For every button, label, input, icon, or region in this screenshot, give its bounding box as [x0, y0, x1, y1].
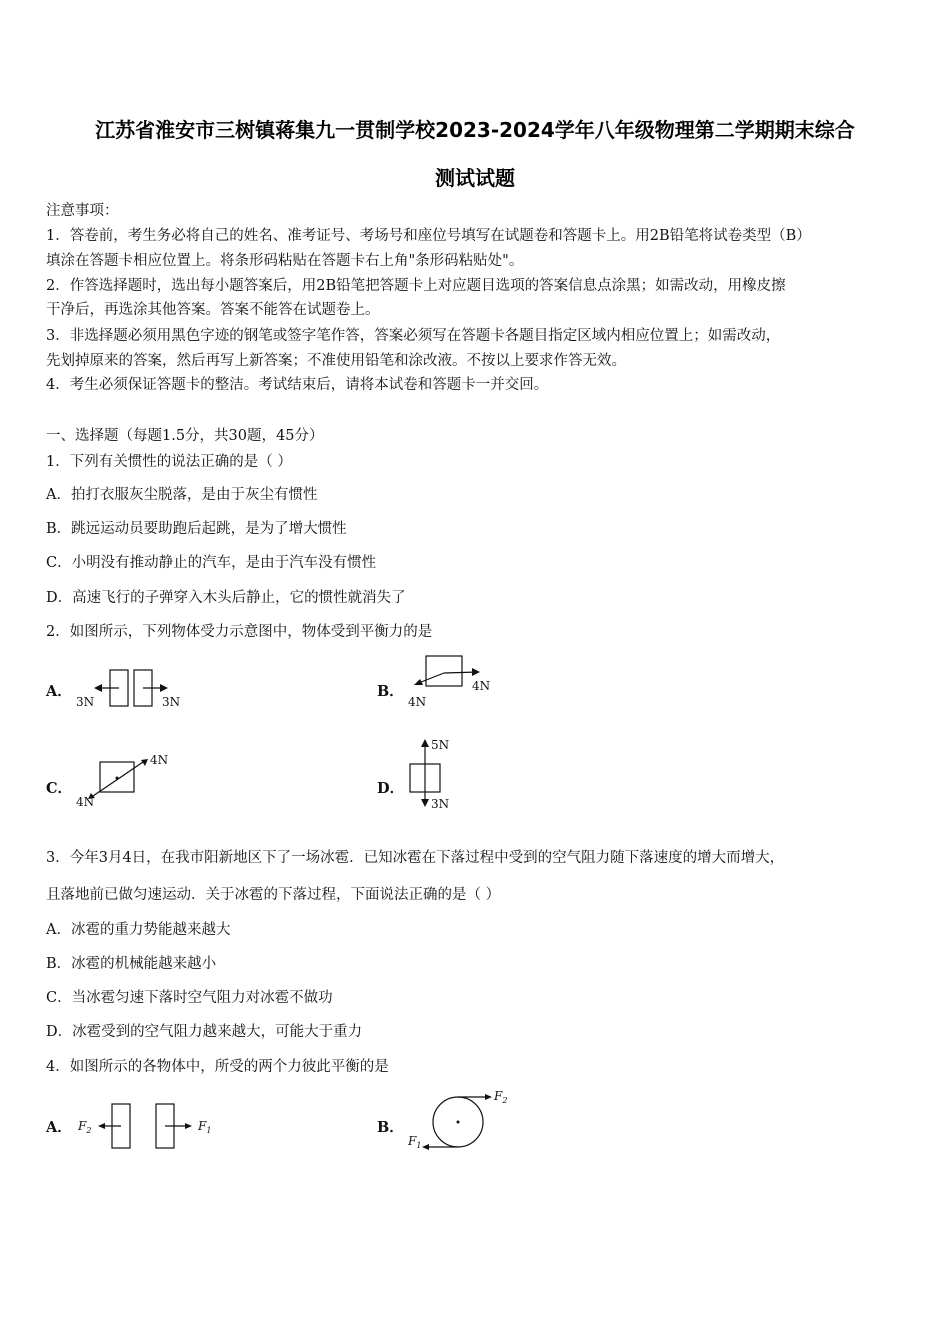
- force-label: 4N: [150, 753, 169, 767]
- force-subscript: 1: [206, 1126, 212, 1135]
- force-subscript: 2: [86, 1126, 92, 1135]
- force-label: 3N: [162, 695, 181, 709]
- notice-line: 3．非选择题必须用黑色字迹的钢笔或签字笔作答，答案必须写在答题卡各题目指定区域内相应位置上；如需改动，: [46, 328, 781, 344]
- question-1-option-c: C．小明没有推动静止的汽车，是由于汽车没有惯性: [46, 555, 377, 571]
- force-label: 5N: [431, 738, 450, 752]
- force-subscript: 1: [416, 1141, 422, 1150]
- question-4-option-b-label: B．: [377, 1119, 404, 1136]
- question-2-figure-a: [70, 662, 190, 712]
- question-3-stem-line-2: 且落地前已做匀速运动．关于冰雹的下落过程，下面说法正确的是（ ）: [46, 887, 501, 903]
- question-2-figure-c: [70, 748, 190, 810]
- notice-line: 4．考生必须保证答题卡的整洁。考试结束后，请将本试卷和答题卡一并交回。: [46, 377, 549, 393]
- question-1-option-b: B．跳远运动员要助跑后起跳，是为了增大惯性: [46, 521, 347, 537]
- question-4-stem: 4．如图所示的各物体中，所受的两个力彼此平衡的是: [46, 1059, 389, 1075]
- question-2-figure-d: [400, 734, 470, 812]
- force-label: 4N: [408, 695, 427, 709]
- question-2-figure-b: [400, 650, 510, 712]
- force-label: F: [78, 1119, 87, 1133]
- question-1-stem: 1．下列有关惯性的说法正确的是（ ）: [46, 454, 292, 470]
- exam-title-line-2: 测试试题: [435, 166, 515, 190]
- exam-title-line-1: 江苏省淮安市三树镇蒋集九一贯制学校2023-2024学年八年级物理第二学期期末综合: [95, 118, 855, 142]
- question-3-stem-line-1: 3．今年3月4日，在我市阳新地区下了一场冰雹．已知冰雹在下落过程中受到的空气阻力随下落速度的增大而增大，: [46, 850, 785, 866]
- notice-line: 2．作答选择题时，选出每小题答案后，用2B铅笔把答题卡上对应题目选项的答案信息点涂黑；如需改动，用橡皮擦: [46, 278, 786, 294]
- svg-text:F1: [407, 1134, 421, 1150]
- question-2-stem: 2．如图所示，下列物体受力示意图中，物体受到平衡力的是: [46, 624, 433, 640]
- question-4-figure-a: [72, 1098, 232, 1154]
- question-1-option-a: A．拍打衣服灰尘脱落，是由于灰尘有惯性: [46, 487, 318, 503]
- question-3-option-d: D．冰雹受到的空气阻力越来越大，可能大于重力: [46, 1024, 363, 1040]
- question-2-option-d-label: D．: [377, 780, 405, 797]
- question-3-option-a: A．冰雹的重力势能越来越大: [46, 922, 231, 938]
- question-3-option-b: B．冰雹的机械能越来越小: [46, 956, 217, 972]
- question-3-option-c: C．当冰雹匀速下落时空气阻力对冰雹不做功: [46, 990, 333, 1006]
- svg-text:F2: [493, 1089, 507, 1105]
- force-subscript: 2: [502, 1096, 508, 1105]
- force-label: 4N: [76, 795, 95, 809]
- notice-heading: 注意事项：: [46, 203, 119, 219]
- force-label: F: [494, 1089, 503, 1103]
- question-1-option-d: D．高速飞行的子弹穿入木头后静止，它的惯性就消失了: [46, 590, 406, 606]
- question-4-option-a-label: A．: [46, 1119, 72, 1136]
- svg-text:F2: [77, 1119, 91, 1135]
- force-label: 3N: [431, 797, 450, 811]
- force-label: 3N: [76, 695, 95, 709]
- question-2-option-c-label: C．: [46, 780, 73, 797]
- notice-line: 填涂在答题卡相应位置上。将条形码粘贴在答题卡右上角"条形码粘贴处"。: [46, 253, 524, 269]
- question-2-option-b-label: B．: [377, 683, 404, 700]
- question-4-figure-b: [402, 1088, 522, 1152]
- force-label: F: [198, 1119, 207, 1133]
- force-label: F: [408, 1134, 417, 1148]
- notice-line: 1．答卷前，考生务必将自己的姓名、准考证号、考场号和座位号填写在试题卷和答题卡上。用2B铅笔将试卷类型（B）: [46, 228, 811, 244]
- notice-line: 先划掉原来的答案，然后再写上新答案；不准使用铅笔和涂改液。不按以上要求作答无效。: [46, 353, 626, 369]
- question-2-option-a-label: A．: [46, 683, 72, 700]
- force-label: 4N: [472, 679, 491, 693]
- section-heading: 一、选择题（每题1.5分，共30题，45分）: [46, 428, 324, 444]
- notice-line: 干净后，再选涂其他答案。答案不能答在试题卷上。: [46, 302, 380, 318]
- svg-text:F1: [197, 1119, 211, 1135]
